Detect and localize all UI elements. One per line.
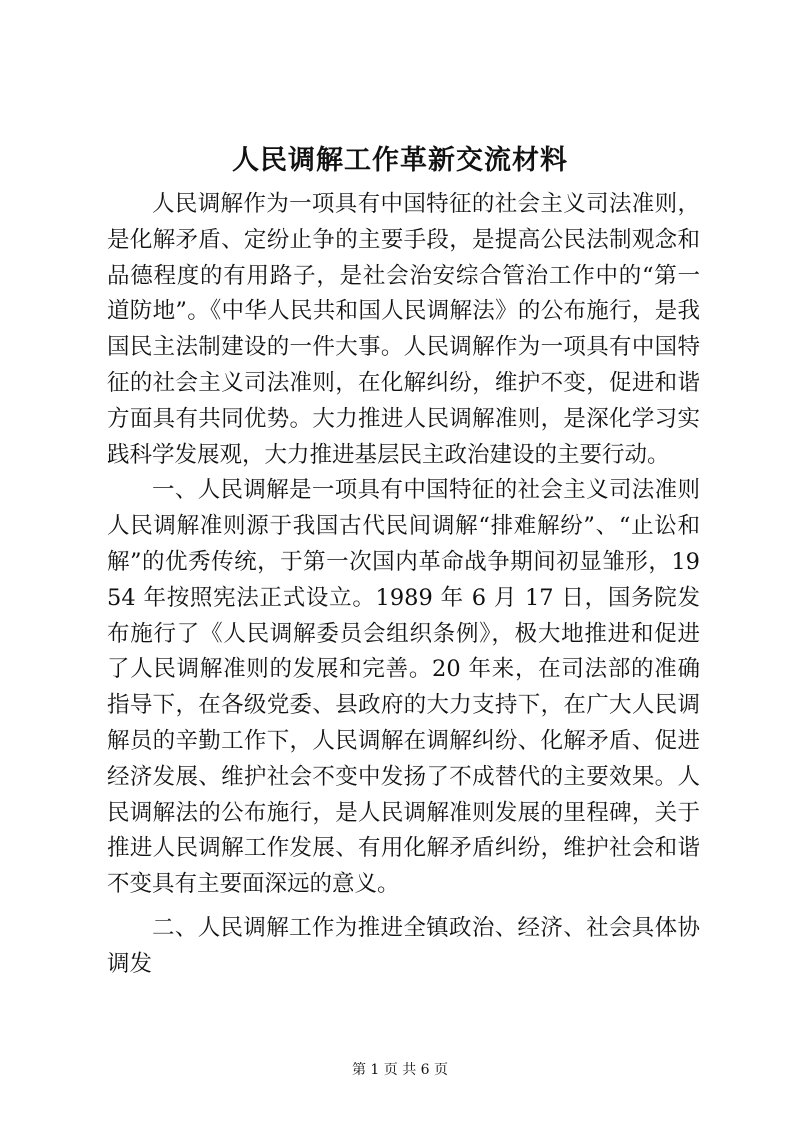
paragraph-intro: 人民调解作为一项具有中国特征的社会主义司法准则，是化解矛盾、定纷止争的主要手段，是提高公民法制观念和品德程度的有用路子，是社会治安综合管治工作中的“第一道防地”。《中华人民共和国人民调解法》的公布施行，是我国民主法制建设的一件大事。人民调解作为一项具有中国特征的社会主义司法准则，在化解纠纷，维护不变，促进和谐方面具有共同优势。大力推进人民调解准则，是深化学习实践科学发展观，大力推进基层民主政治建设的主要行动。 — [107, 191, 700, 468]
paragraph-section-one: 一、人民调解是一项具有中国特征的社会主义司法准则人民调解准则源于我国古代民间调解“排难解纷”、“止讼和解”的优秀传统，于第一次国内革命战争期间初显雏形，1954 年按照宪法正式设立。1989 年 6 月 17 日，国务院发布施行了《人民调解委员会组织条例》，极大地推进和促进了人民调解准则的发展和完善。20 年来，在司法部的准确指导下，在各级党委、县政府的大力支持下，在广大人民调解员的辛勤工作下，人民调解在调解纠纷、化解矛盾、促进经济发展、维护社会不变中发扬了不成替代的主要效果。人民调解法的公布施行，是人民调解准则发展的里程碑，关于推进人民调解工作发展、有用化解矛盾纠纷，维护社会和谐不变具有主要面深远的意义。 — [107, 477, 700, 898]
paragraph-section-two: 二、人民调解工作为推进全镇政治、经济、社会具体协调发 — [107, 914, 700, 977]
page-footer: 第 1 页 共 6 页 — [351, 1062, 449, 1078]
document-body — [107, 187, 700, 983]
document-title: 人民调解工作革新交流材料 — [232, 145, 568, 176]
